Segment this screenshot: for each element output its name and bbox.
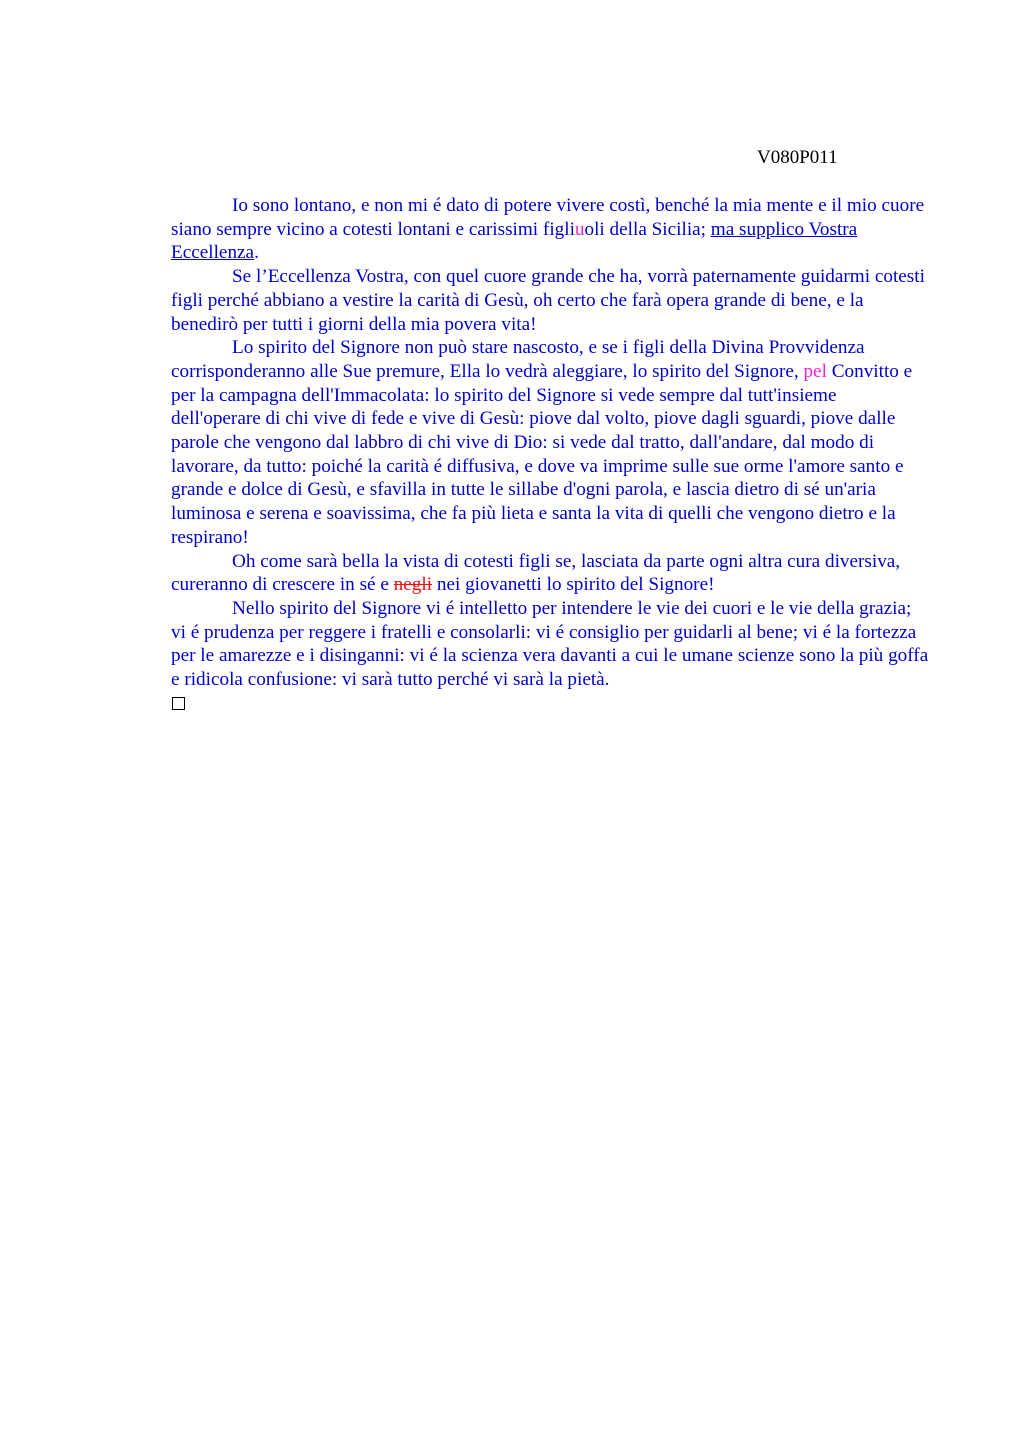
text-run: nei giovanetti lo spirito del Signore! — [432, 574, 715, 596]
text-run: Nello spirito del Signore vi é intelletto per intendere le vie dei cuori e le vie della grazia; vi é prudenza per reggere i fratelli e consolarli: vi é consiglio per guidarli al bene; vi é la fortezza per le amarezze e i disinganni: vi é la scienza vera davanti a cui le umane scienze sono la più goffa e ridicola confusione: vi sarà tutto perché vi sarà la pietà. — [171, 597, 929, 691]
paragraph-2 — [171, 265, 931, 336]
paragraph-1 — [171, 194, 931, 265]
text-run: oli della Sicilia; — [584, 218, 711, 240]
paragraph-5 — [171, 597, 931, 692]
square-outline-icon — [172, 697, 185, 710]
text-run: Se l’Eccellenza Vostra, con quel cuore grande che ha, vorrà paternamente guidarmi cotesti figli perché abbiano a vestire la carità di Gesù, oh certo che farà opera grande di bene, e la benedirò per tutti i giorni della mia povera vita! — [171, 266, 925, 335]
inserted-text: pel — [803, 360, 827, 382]
paragraph-3 — [171, 336, 931, 549]
text-run: Lo spirito del Signore non può stare nascosto, e se i figli della Divina Provvidenza corrisponderanno alle Sue premure, Ella lo vedrà aleggiare, lo spirito del Signore, — [171, 337, 865, 382]
inserted-text: u — [574, 218, 585, 240]
text-run: Io sono lontano, e non mi é dato di potere vivere costì, benché la mia mente e il mio cuore siano sempre vicino a cotesti lontani e carissimi figli — [171, 195, 925, 240]
text-run: . — [254, 242, 259, 264]
text-run: Convitto e per la campagna dell'Immacolata: lo spirito del Signore si vede sempre dal tutt'insieme dell'operare di chi vive di fede e vive di Gesù: piove dal volto, piove dagli sguardi, piove dalle parole che vengono dal labbro di chi vive di Dio: si vede dal tratto, dall'andare, dal modo di lavorare, da tutto: poiché la carità é diffusiva, e dove va imprime sulle sue orme l'amore santo e grande e dolce di Gesù, e sfavilla in tutte le sillabe d'ogni parola, e lascia dietro di sé un'aria luminosa e serena e soavissima, che fa più lieta e santa la vita di quelli che vengono dietro e la respirano! — [171, 360, 913, 548]
deleted-text: negli — [393, 574, 433, 596]
letter-body — [171, 194, 931, 692]
text-run: Oh come sarà bella la vista di cotesti figli se, lasciata da parte ogni altra cura diversiva, cureranno di crescere in sé e — [171, 550, 901, 596]
page-id: V080P011 — [757, 147, 838, 168]
paragraph-4 — [171, 550, 931, 597]
underlined-text: ma supplico Vostra Eccellenza — [171, 218, 858, 264]
